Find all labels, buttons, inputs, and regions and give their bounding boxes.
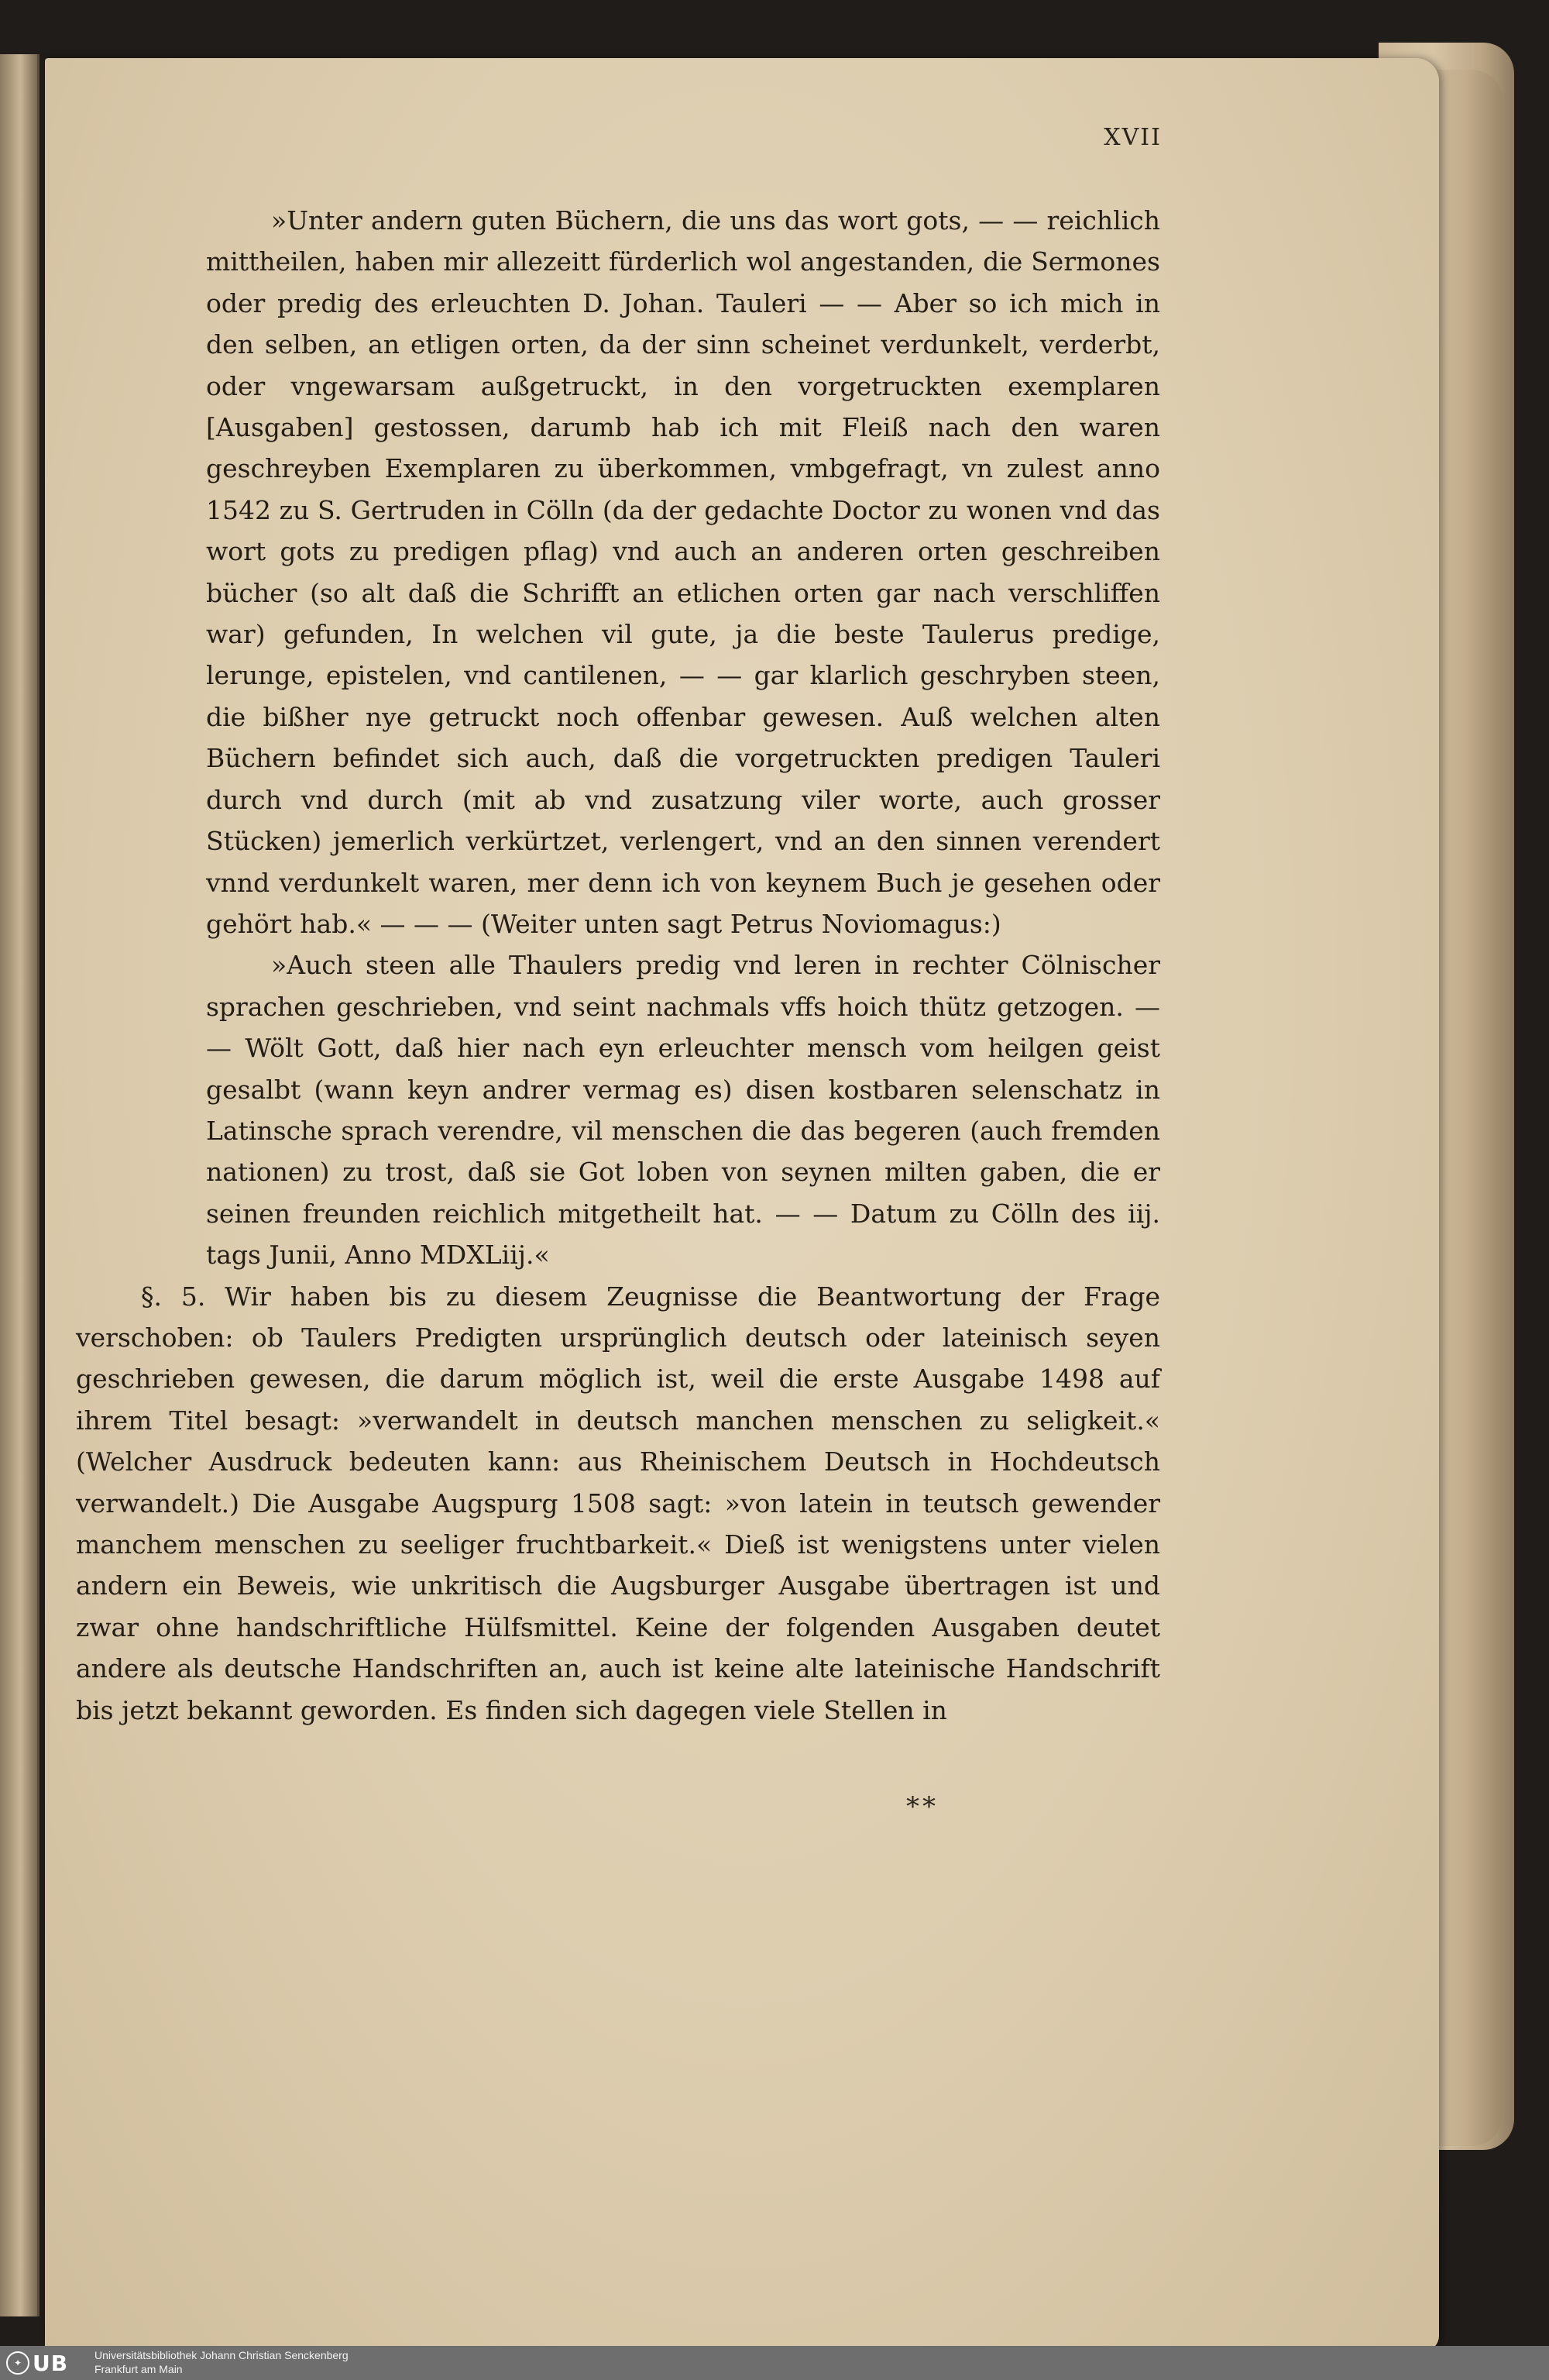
- seal-icon: ✦: [6, 2351, 29, 2375]
- body-text: [76, 200, 1160, 1731]
- library-logo: [6, 2351, 87, 2375]
- previous-page-edge: [0, 54, 39, 2316]
- institution-city: Frankfurt am Main: [94, 2363, 183, 2375]
- quote-paragraph-1: »Unter andern guten Büchern, die uns das wort gots, — — reichlich mittheilen, haben mir allezeitt fürderlich wol angestanden, die Sermones oder predig des erleuchten D. Johan. Tauleri — — Aber so ich mich in den selben, an etligen orten, da der sinn scheinet verdunkelt, verderbt, oder vngewarsam außgetruckt, in den vorgetruckten exemplaren [Ausgaben] gestossen, darumb hab ich mit Fleiß nach den waren geschreyben Exemplaren zu überkommen, vmbgefragt, vn zulest anno 1542 zu S. Gertruden in Cölln (da der gedachte Doctor zu wonen vnd das wort gots zu predigen pflag) vnd auch an anderen orten geschreiben bücher (so alt daß die Schrifft an etlichen orten gar nach verschliffen war) gefunden, In welchen vil gute, ja die beste Taulerus predige, lerunge, epistelen, vnd cantilenen, — — gar klarlich geschryben steen, die bißher nye getruckt noch offenbar gewesen. Auß welchen alten Büchern befindet sich auch, daß die vorgetruckten predigen Tauleri durch vnd durch (mit ab vnd zusatzung viler worte, auch grosser Stücken) jemerlich verkürtzet, verlengert, vnd an den sinnen verendert vnnd verdunkelt waren, mer denn ich von keynem Buch je gesehen oder gehört hab.« — — — (Weiter unten sagt Petrus Noviomagus:): [206, 205, 1160, 939]
- page-number: XVII: [1104, 124, 1162, 151]
- institution-credit: [94, 2348, 559, 2376]
- signature-mark: **: [906, 1791, 939, 1822]
- quotation-block: [206, 200, 1160, 1276]
- logo-text: UB: [33, 2350, 69, 2376]
- quote-paragraph-2: »Auch steen alle Thaulers predig vnd leren in rechter Cölnischer sprachen geschrieben, vnd seint nachmals vffs hoich thütz getzogen. — — Wölt Gott, daß hier nach eyn erleuchter mensch vom heilgen geist gesalbt (wann keyn andrer vermag es) disen kostbaren selenschatz in Latinsche sprach verendre, vil menschen die das begeren (auch fremden nationen) zu trost, daß sie Got loben von seynen milten gaben, die er seinen freunden reichlich mitgetheilt hat. — — Datum zu Cölln des iij. tags Junii, Anno MDXLiij.«: [206, 950, 1160, 1271]
- section-paragraph: §. 5. Wir haben bis zu diesem Zeugnisse die Beantwortung der Frage verschoben: ob Taulers Predigten ursprünglich deutsch oder lateinisch seyen geschrieben gewesen, die darum möglich ist, weil die erste Ausgabe 1498 auf ihrem Titel besagt: »verwandelt in deutsch manchen menschen zu seligkeit.« (Welcher Ausdruck bedeuten kann: aus Rheinischem Deutsch in Hochdeutsch verwandelt.) Die Ausgabe Augspurg 1508 sagt: »von latein in teutsch gewender manchem menschen zu seeliger fruchtbarkeit.« Dieß ist wenigstens unter vielen andern ein Beweis, wie unkritisch die Augsburger Ausgabe übertragen ist und zwar ohne handschriftliche Hülfsmittel. Keine der folgenden Ausgaben deutet andere als deutsche Handschriften an, auch ist keine alte lateinische Handschrift bis jetzt bekannt geworden. Es finden sich dagegen viele Stellen in: [76, 1281, 1160, 1725]
- institution-name: Universitätsbibliothek Johann Christian Senckenberg: [94, 2349, 349, 2361]
